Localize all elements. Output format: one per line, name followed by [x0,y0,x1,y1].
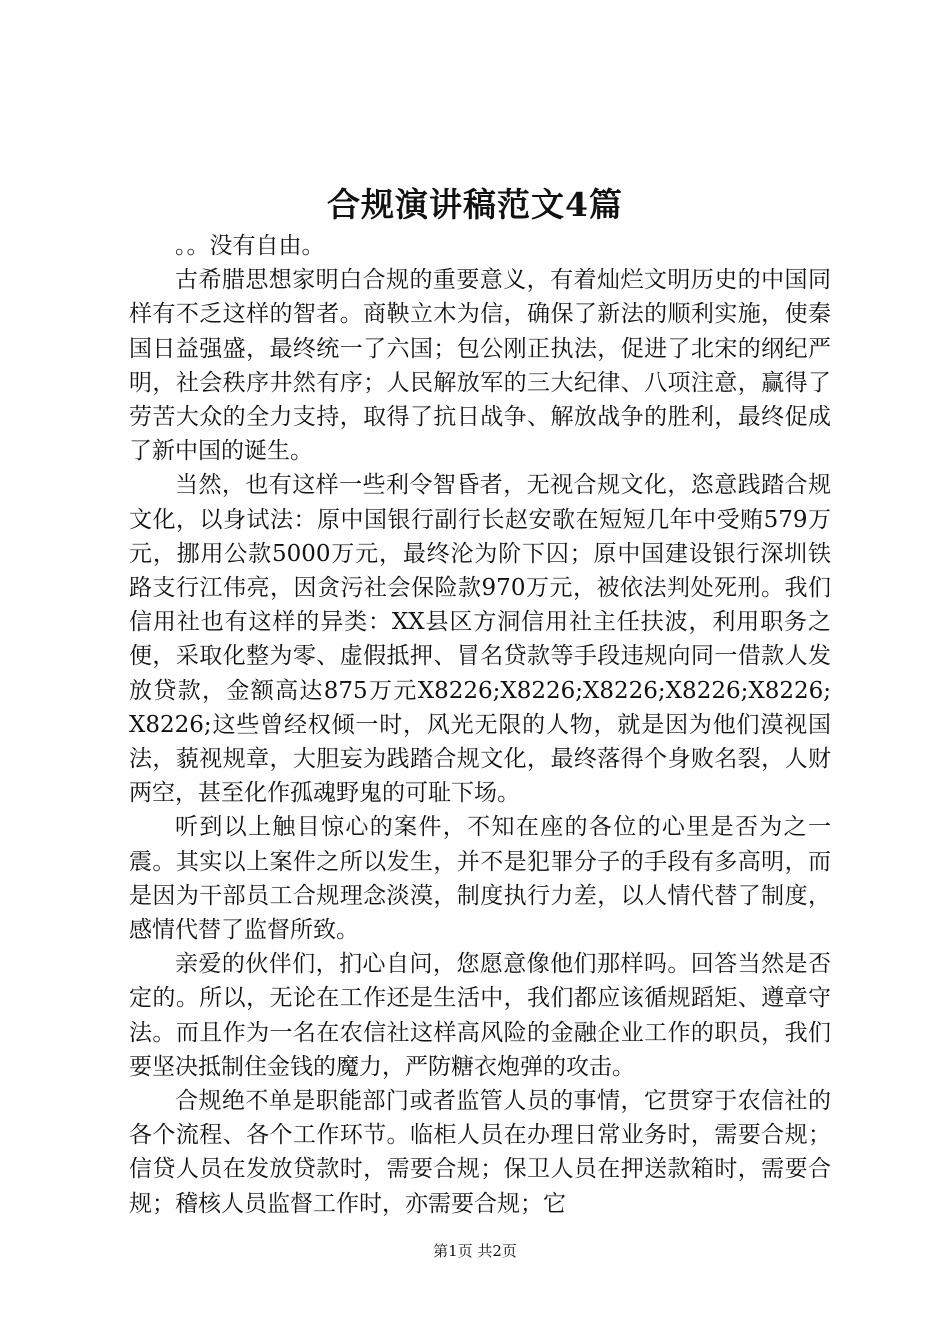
paragraph: 听到以上触目惊心的案件，不知在座的各位的心里是否为之一震。其实以上案件之所以发生，并不是犯罪分子的手段有多高明，而是因为干部员工合规理念淡漠，制度执行力差，以人情代替了制度，感情代替了监督所致。 [129,814,831,944]
page-footer: 第1页 共2页 [433,1242,517,1260]
document-title: 合规演讲稿范文4篇 [327,185,623,224]
paragraph: 。。没有自由。 [175,233,325,259]
document-body [129,229,831,1221]
paragraph: 合规绝不单是职能部门或者监管人员的事情，它贯穿于农信社的各个流程、各个工作环节。临柜人员在办理日常业务时，需要合规；信贷人员在发放贷款时，需要合规；保卫人员在押送款箱时，需要合规；稽核人员监督工作时，亦需要合规；它 [129,1088,831,1217]
paragraph: 亲爱的伙伴们，扪心自问，您愿意像他们那样吗。回答当然是否定的。所以，无论在工作还是生活中，我们都应该循规蹈矩、遵章守法。而且作为一名在农信社这样高风险的金融企业工作的职员，我们要坚决抵制住金钱的魔力，严防糖衣炮弹的攻击。 [129,951,831,1080]
paragraph: 古希腊思想家明白合规的重要意义，有着灿烂文明历史的中国同样有不乏这样的智者。商鞅立木为信，确保了新法的顺利实施，使秦国日益强盛，最终统一了六国；包公刚正执法，促进了北宋的纲纪严明，社会秩序井然有序；人民解放军的三大纪律、八项注意，赢得了劳苦大众的全力支持，取得了抗日战争、解放战争的胜利，最终促成了新中国的诞生。 [129,267,831,465]
paragraph: 当然，也有这样一些利令智昏者，无视合规文化，恣意践踏合规文化，以身试法：原中国银行副行长赵安歌在短短几年中受贿579万元，挪用公款5000万元，最终沦为阶下囚；原中国建设银行深圳铁路支行江伟亮，因贪污社会保险款970万元，被依法判处死刑。我们信用社也有这样的异类：XX县区方洞信用社主任扶波，利用职务之便，采取化整为零、虚假抵押、冒名贷款等手段违规向同一借款人发放贷款，金额高达875万元X8226;X8226;X8226;X8226;X8226;X8226;这些曾经权倾一时，风光无限的人物，就是因为他们漠视国法，藐视规章，大胆妄为践踏合规文化，最终落得个身败名裂，人财两空，甚至化作孤魂野鬼的可耻下场。 [129,472,831,807]
